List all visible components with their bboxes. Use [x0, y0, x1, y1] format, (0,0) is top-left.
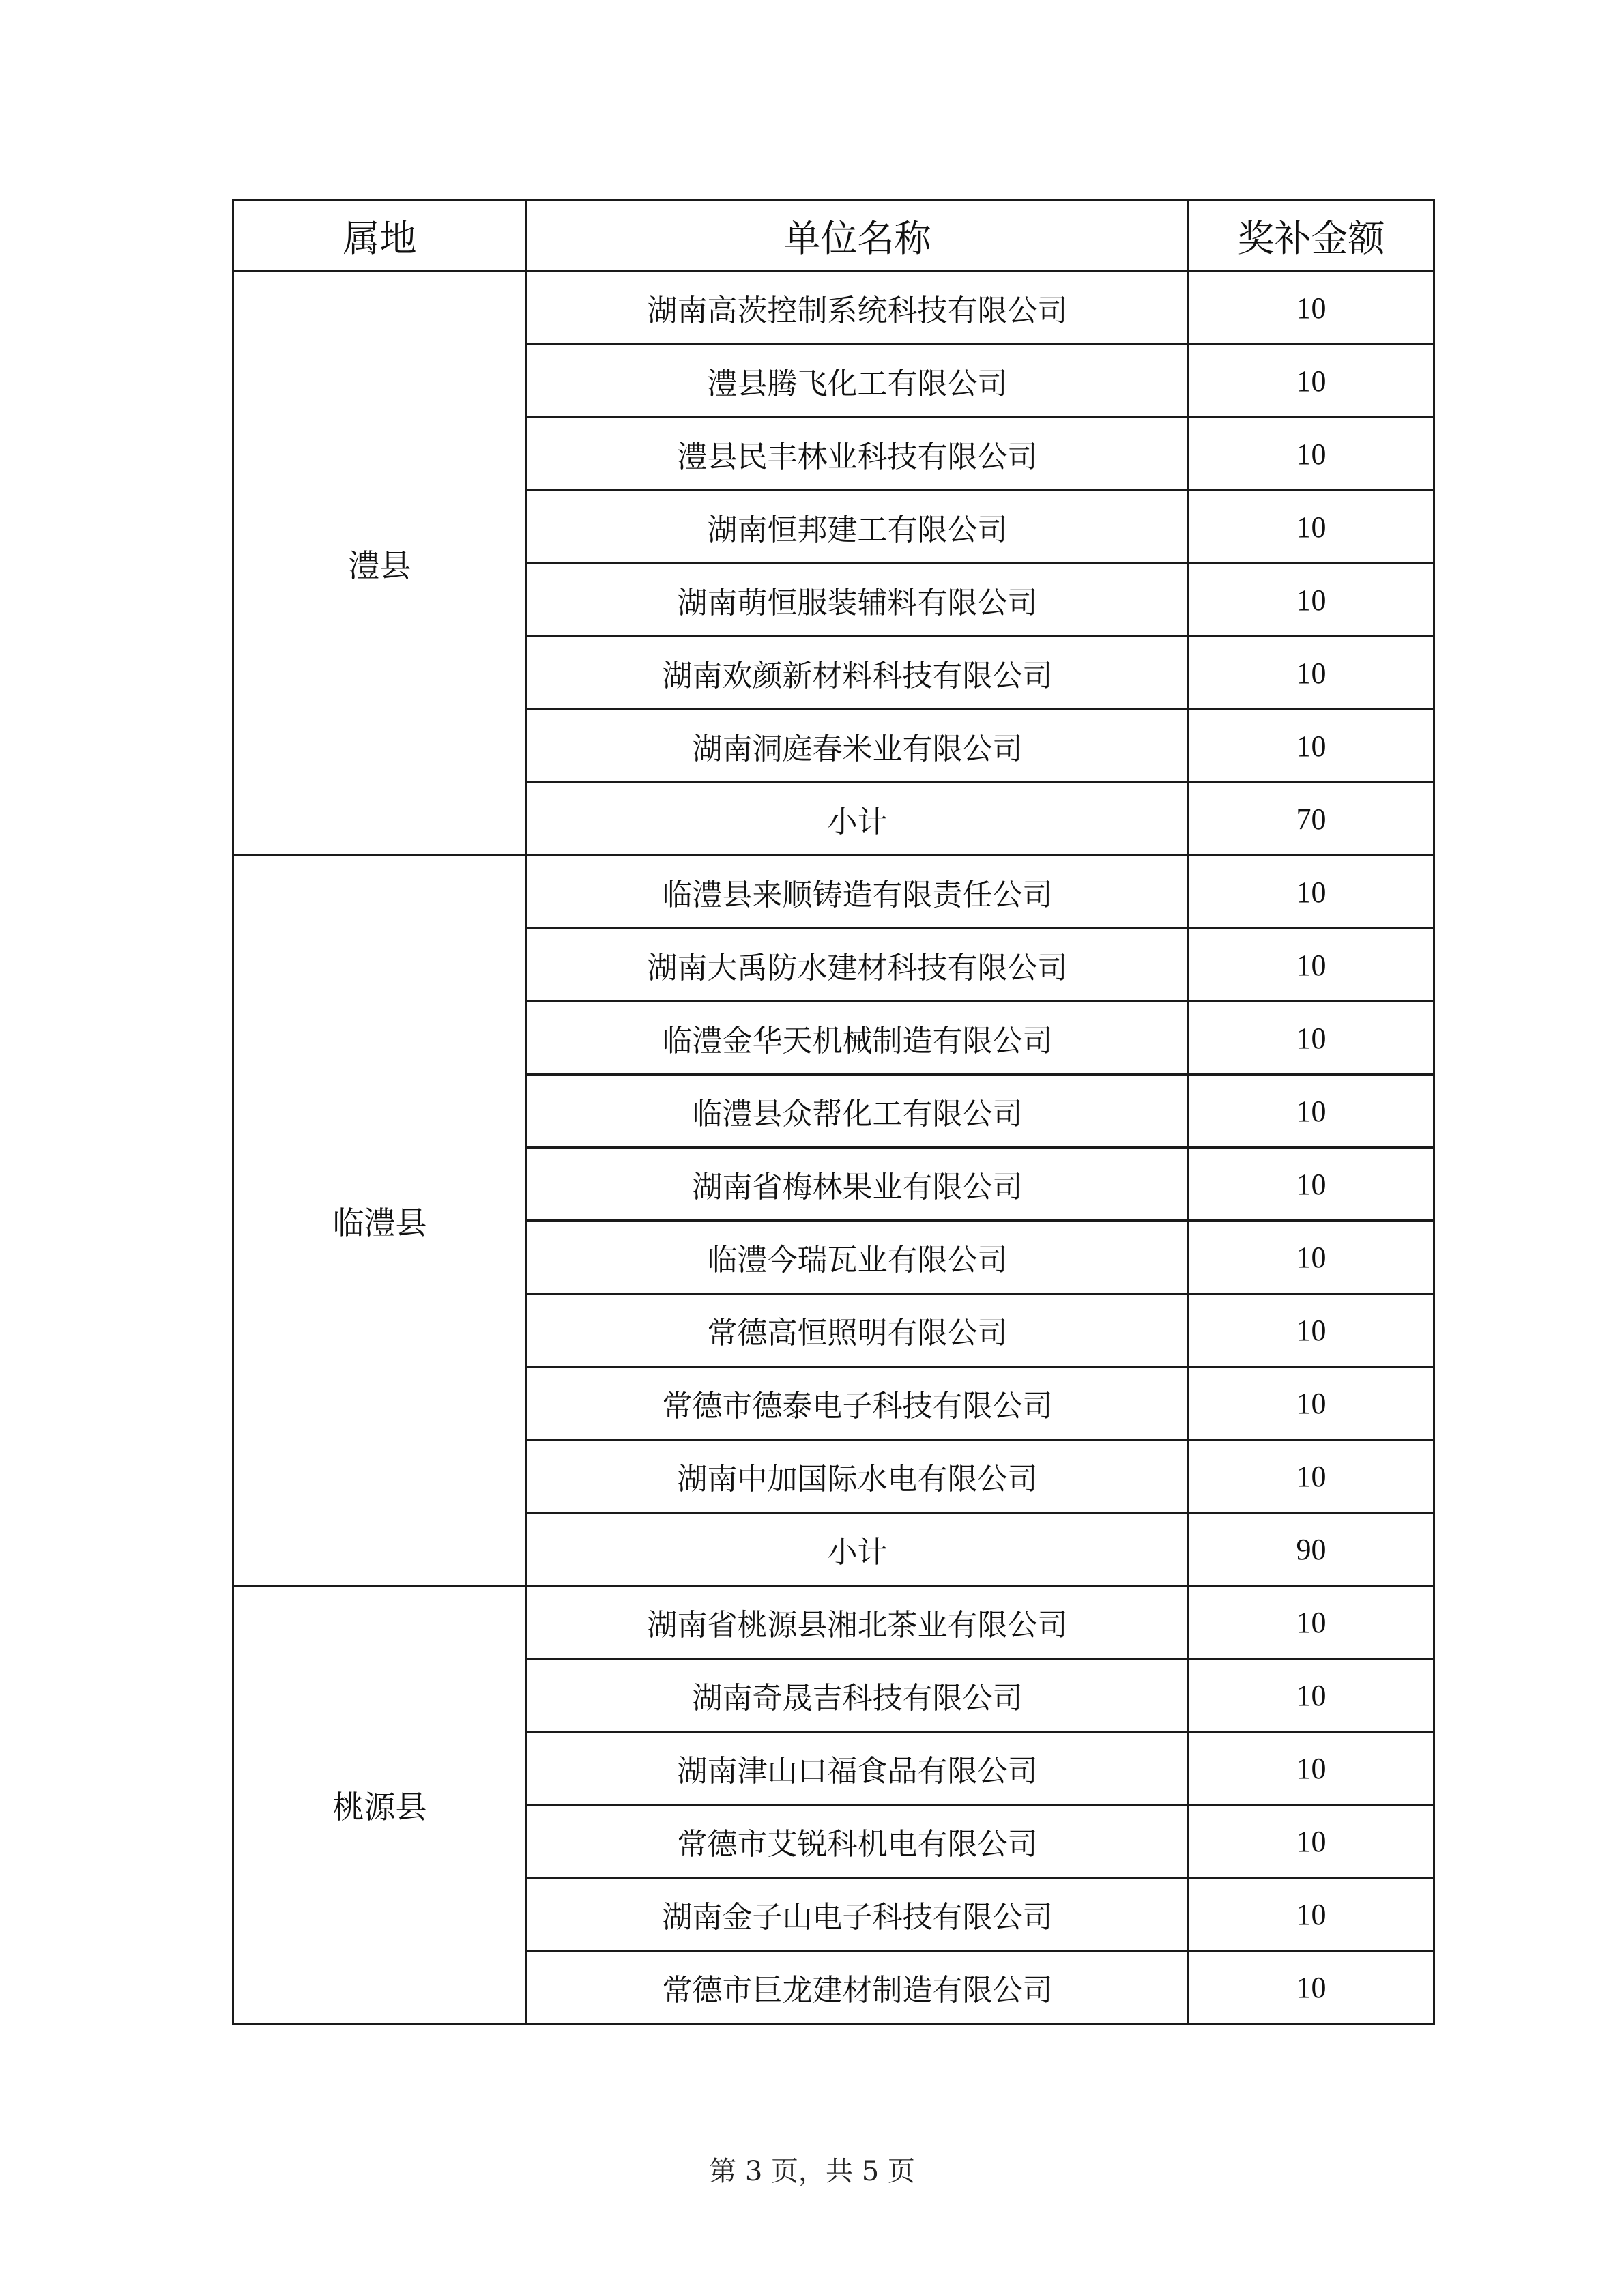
company-name: 常德市巨龙建材制造有限公司 [527, 1951, 1189, 2024]
award-amount: 10 [1189, 1075, 1434, 1148]
award-amount: 10 [1189, 1878, 1434, 1951]
header-company-name: 单位名称 [527, 201, 1189, 272]
company-name: 临澧县众帮化工有限公司 [527, 1075, 1189, 1148]
award-amount: 10 [1189, 929, 1434, 1002]
company-name: 湖南省梅林果业有限公司 [527, 1148, 1189, 1221]
company-name: 湖南省桃源县湘北茶业有限公司 [527, 1586, 1189, 1659]
company-name: 澧县民丰林业科技有限公司 [527, 418, 1189, 491]
award-amount: 10 [1189, 1002, 1434, 1075]
award-amount: 10 [1189, 491, 1434, 564]
table-row [233, 856, 1434, 929]
company-name: 临澧县来顺铸造有限责任公司 [527, 856, 1189, 929]
award-amount: 10 [1189, 856, 1434, 929]
award-amount: 10 [1189, 564, 1434, 637]
region-cell: 临澧县 [233, 856, 527, 1586]
company-name: 湖南萌恒服装辅料有限公司 [527, 564, 1189, 637]
subtotal-label: 小计 [527, 783, 1189, 856]
company-name: 常德高恒照明有限公司 [527, 1294, 1189, 1367]
award-amount: 10 [1189, 1148, 1434, 1221]
award-amount: 10 [1189, 1221, 1434, 1294]
company-name: 临澧金华天机械制造有限公司 [527, 1002, 1189, 1075]
award-amount: 10 [1189, 1659, 1434, 1732]
header-row [233, 201, 1434, 272]
award-amount: 10 [1189, 345, 1434, 418]
award-amount: 10 [1189, 1732, 1434, 1805]
award-amount: 10 [1189, 1586, 1434, 1659]
subtotal-label: 小计 [527, 1513, 1189, 1586]
company-name: 湖南恒邦建工有限公司 [527, 491, 1189, 564]
award-amount: 10 [1189, 1367, 1434, 1440]
award-amount: 10 [1189, 710, 1434, 783]
table-row [233, 1586, 1434, 1659]
header-award-amount: 奖补金额 [1189, 201, 1434, 272]
company-name: 湖南高茨控制系统科技有限公司 [527, 272, 1189, 345]
award-amount: 10 [1189, 1805, 1434, 1878]
award-amount: 10 [1189, 1951, 1434, 2024]
company-name: 湖南中加国际水电有限公司 [527, 1440, 1189, 1513]
company-name: 澧县腾飞化工有限公司 [527, 345, 1189, 418]
company-name: 常德市德泰电子科技有限公司 [527, 1367, 1189, 1440]
company-name: 湖南津山口福食品有限公司 [527, 1732, 1189, 1805]
award-amount: 10 [1189, 1440, 1434, 1513]
award-table [232, 199, 1435, 2025]
award-amount: 10 [1189, 1294, 1434, 1367]
subtotal-amount: 90 [1189, 1513, 1434, 1586]
header-region: 属地 [233, 201, 527, 272]
region-cell: 桃源县 [233, 1586, 527, 2024]
company-name: 湖南奇晟吉科技有限公司 [527, 1659, 1189, 1732]
company-name: 湖南洞庭春米业有限公司 [527, 710, 1189, 783]
company-name: 湖南大禹防水建材科技有限公司 [527, 929, 1189, 1002]
company-name: 常德市艾锐科机电有限公司 [527, 1805, 1189, 1878]
company-name: 湖南欢颜新材料科技有限公司 [527, 637, 1189, 710]
subtotal-amount: 70 [1189, 783, 1434, 856]
award-amount: 10 [1189, 272, 1434, 345]
award-amount: 10 [1189, 418, 1434, 491]
company-name: 临澧今瑞瓦业有限公司 [527, 1221, 1189, 1294]
company-name: 湖南金子山电子科技有限公司 [527, 1878, 1189, 1951]
page-number: 第 3 页，共 5 页 [709, 2156, 915, 2187]
region-cell: 澧县 [233, 272, 527, 856]
table-row [233, 272, 1434, 345]
award-amount: 10 [1189, 637, 1434, 710]
